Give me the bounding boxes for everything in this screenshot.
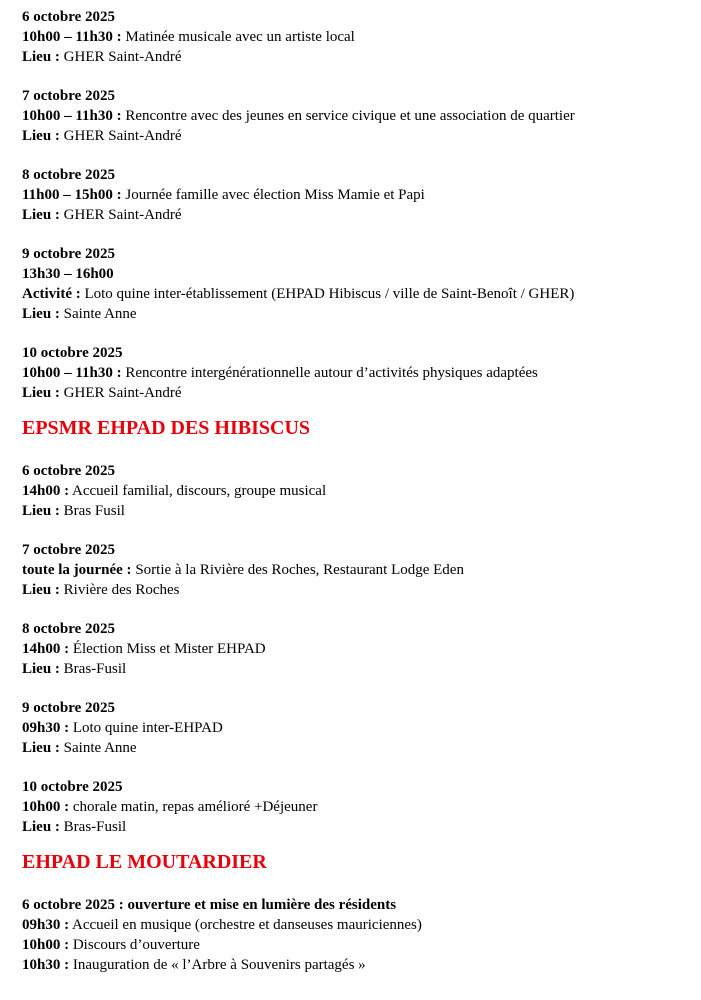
event-time: 10h00 – 11h30 : bbox=[22, 365, 122, 381]
event-location: GHER Saint-André bbox=[59, 385, 182, 401]
event-location-line bbox=[22, 383, 701, 403]
program-time: 10h30 : bbox=[22, 957, 70, 973]
event-time: toute la journée : bbox=[22, 562, 132, 578]
event-activity-line bbox=[22, 284, 701, 304]
event-date: 6 octobre 2025 bbox=[22, 463, 116, 479]
event-location-line bbox=[22, 126, 701, 146]
event-location: Sainte Anne bbox=[59, 740, 137, 756]
event-6-oct-hibiscus bbox=[22, 461, 701, 521]
event-date: 10 octobre 2025 bbox=[22, 779, 123, 795]
event-activity: Loto quine inter-établissement (EHPAD Hibiscus / ville de Saint-Benoît / GHER) bbox=[80, 286, 575, 302]
event-time-line bbox=[22, 560, 701, 580]
location-label: Lieu : bbox=[22, 306, 60, 322]
event-location-line bbox=[22, 47, 701, 67]
event-time: 09h30 : bbox=[22, 720, 70, 736]
event-description: Accueil familial, discours, groupe musical bbox=[69, 483, 327, 499]
program-item bbox=[22, 935, 701, 955]
event-date: 6 octobre 2025 bbox=[22, 9, 116, 25]
event-location-line bbox=[22, 205, 701, 225]
event-8-oct-hibiscus bbox=[22, 619, 701, 679]
event-10-oct-gher bbox=[22, 343, 701, 403]
section-title-moutardier: EHPAD LE MOUTARDIER bbox=[22, 851, 267, 873]
location-label: Lieu : bbox=[22, 49, 60, 65]
event-time-line bbox=[22, 718, 701, 738]
event-location: Bras-Fusil bbox=[59, 819, 127, 835]
program-item bbox=[22, 955, 701, 975]
activity-label: Activité : bbox=[22, 286, 81, 302]
event-description: Rencontre intergénérationnelle autour d’activités physiques adaptées bbox=[121, 365, 538, 381]
event-9-oct-gher bbox=[22, 244, 701, 324]
section-title-hibiscus: EPSMR EHPAD DES HIBISCUS bbox=[22, 417, 311, 439]
program-time: 10h00 : bbox=[22, 937, 70, 953]
event-10-oct-hibiscus bbox=[22, 777, 701, 837]
event-location-line bbox=[22, 738, 701, 758]
event-time-line bbox=[22, 639, 701, 659]
event-description: Matinée musicale avec un artiste local bbox=[121, 29, 355, 45]
event-6-oct-gher bbox=[22, 7, 701, 67]
location-label: Lieu : bbox=[22, 503, 60, 519]
event-description: Journée famille avec élection Miss Mamie et Papi bbox=[121, 187, 425, 203]
event-location: GHER Saint-André bbox=[59, 207, 182, 223]
event-time-line bbox=[22, 106, 701, 126]
event-description: chorale matin, repas amélioré +Déjeuner bbox=[69, 799, 318, 815]
program-description: Accueil en musique (orchestre et danseuses mauriciennes) bbox=[69, 917, 422, 933]
event-location: Bras-Fusil bbox=[59, 661, 127, 677]
event-date: 10 octobre 2025 bbox=[22, 345, 123, 361]
event-date: 8 octobre 2025 bbox=[22, 167, 116, 183]
location-label: Lieu : bbox=[22, 207, 60, 223]
event-date: 9 octobre 2025 bbox=[22, 700, 116, 716]
program-intro: 6 octobre 2025 : ouverture et mise en lumière des résidents bbox=[22, 897, 397, 913]
event-time: 10h00 – 11h30 : bbox=[22, 108, 122, 124]
event-time: 11h00 – 15h00 : bbox=[22, 187, 122, 203]
event-time-line bbox=[22, 185, 701, 205]
event-location-line bbox=[22, 817, 701, 837]
program-time: 09h30 : bbox=[22, 917, 70, 933]
event-location-line bbox=[22, 580, 701, 600]
location-label: Lieu : bbox=[22, 582, 60, 598]
event-description: Loto quine inter-EHPAD bbox=[69, 720, 223, 736]
location-label: Lieu : bbox=[22, 128, 60, 144]
event-time: 14h00 : bbox=[22, 483, 70, 499]
event-location-line bbox=[22, 659, 701, 679]
event-date: 8 octobre 2025 bbox=[22, 621, 116, 637]
event-date: 7 octobre 2025 bbox=[22, 542, 116, 558]
event-8-oct-gher bbox=[22, 165, 701, 225]
event-location-line bbox=[22, 304, 701, 324]
event-time: 13h30 – 16h00 bbox=[22, 266, 114, 282]
event-location-line bbox=[22, 501, 701, 521]
event-time: 14h00 : bbox=[22, 641, 70, 657]
event-time: 10h00 – 11h30 : bbox=[22, 29, 122, 45]
location-label: Lieu : bbox=[22, 740, 60, 756]
event-date: 9 octobre 2025 bbox=[22, 246, 116, 262]
event-description: Élection Miss et Mister EHPAD bbox=[69, 641, 266, 657]
event-time-line bbox=[22, 481, 701, 501]
event-time: 10h00 : bbox=[22, 799, 70, 815]
event-location: Bras Fusil bbox=[59, 503, 125, 519]
event-7-oct-hibiscus bbox=[22, 540, 701, 600]
event-date: 7 octobre 2025 bbox=[22, 88, 116, 104]
event-9-oct-hibiscus bbox=[22, 698, 701, 758]
program-description: Inauguration de « l’Arbre à Souvenirs partagés » bbox=[69, 957, 366, 973]
event-time-line bbox=[22, 797, 701, 817]
location-label: Lieu : bbox=[22, 661, 60, 677]
event-time-line bbox=[22, 363, 701, 383]
event-location: Rivière des Roches bbox=[59, 582, 180, 598]
event-7-oct-gher bbox=[22, 86, 701, 146]
location-label: Lieu : bbox=[22, 385, 60, 401]
program-description: Discours d’ouverture bbox=[69, 937, 200, 953]
event-description: Rencontre avec des jeunes en service civique et une association de quartier bbox=[121, 108, 575, 124]
program-6-oct-moutardier bbox=[22, 895, 701, 975]
location-label: Lieu : bbox=[22, 819, 60, 835]
event-description: Sortie à la Rivière des Roches, Restaurant Lodge Eden bbox=[131, 562, 464, 578]
event-location: GHER Saint-André bbox=[59, 49, 182, 65]
event-location: Sainte Anne bbox=[59, 306, 137, 322]
event-time-line bbox=[22, 27, 701, 47]
event-location: GHER Saint-André bbox=[59, 128, 182, 144]
program-item bbox=[22, 915, 701, 935]
